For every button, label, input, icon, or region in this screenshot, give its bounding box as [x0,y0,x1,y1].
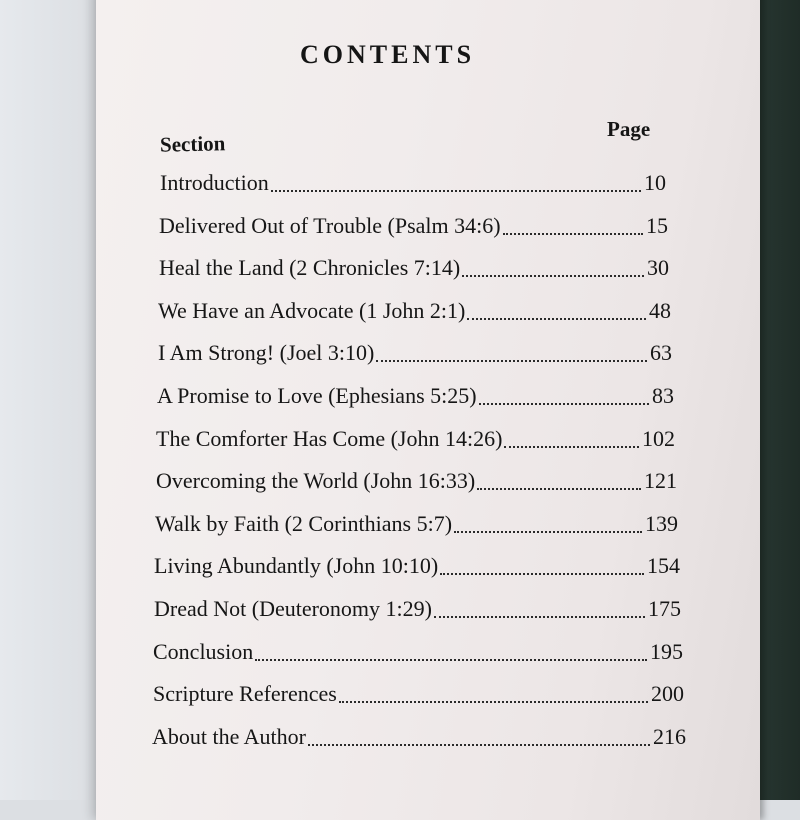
toc-entry-title: Walk by Faith (2 Corinthians 5:7) [155,511,453,536]
toc-dot-leader [339,689,648,703]
toc-dot-leader [271,178,641,192]
toc-dot-leader [255,647,647,661]
toc-entry-title: I Am Strong! (Joel 3:10) [158,340,375,365]
toc-entry-title: We Have an Advocate (1 John 2:1) [158,298,466,323]
toc-entry-title: Delivered Out of Trouble (Psalm 34:6) [159,213,501,238]
toc-entry-page: 48 [649,298,671,323]
toc-entry-title: Living Abundantly (John 10:10) [154,553,439,578]
toc-entry [0,296,800,330]
toc-entry [0,381,800,415]
toc-entry-page: 195 [650,639,683,664]
toc-dot-leader [308,732,650,746]
toc-entry [0,424,800,458]
toc-entry-title: Dread Not (Deuteronomy 1:29) [154,596,432,621]
toc-entry [0,338,800,372]
toc-entry-page: 15 [646,213,668,238]
toc-entry-page: 102 [642,426,675,451]
toc-dot-leader [440,561,644,575]
toc-entry [0,637,800,671]
toc-entry [0,168,800,202]
toc-entry-page: 154 [647,553,680,578]
toc-entry-page: 63 [650,340,672,365]
toc-dot-leader [376,348,647,362]
toc-entry-page: 175 [648,596,681,621]
toc-entry-title: Conclusion [153,639,254,664]
toc-entry-title: Scripture References [153,681,337,706]
toc-entry [0,722,800,756]
toc-entry-title: A Promise to Love (Ephesians 5:25) [157,383,477,408]
toc-entry [0,594,800,628]
toc-entry [0,679,800,713]
toc-entry-title: Heal the Land (2 Chronicles 7:14) [159,255,461,280]
toc-entry-title: The Comforter Has Come (John 14:26) [156,426,503,451]
toc-dot-leader [454,519,642,533]
toc-entry-page: 10 [644,170,666,195]
toc-entry-title: Overcoming the World (John 16:33) [156,468,476,493]
toc-entry-page: 139 [645,511,678,536]
toc-dot-leader [434,604,645,618]
toc-entry-page: 30 [647,255,669,280]
toc-entry [0,509,800,543]
toc-entry-page: 216 [653,724,686,749]
toc-entry-page: 200 [651,681,684,706]
toc-entry-title: About the Author [152,724,306,749]
toc-entry-page: 121 [644,468,677,493]
page-title: CONTENTS [300,40,476,69]
page-column-header: Page [607,117,651,141]
toc-entry [0,466,800,500]
toc-entry [0,551,800,585]
toc-entry [0,253,800,287]
section-column-header: Section [159,131,226,157]
toc-entry [0,211,800,245]
toc-entry-page: 83 [652,383,674,408]
toc-entry-title: Introduction [160,170,269,195]
